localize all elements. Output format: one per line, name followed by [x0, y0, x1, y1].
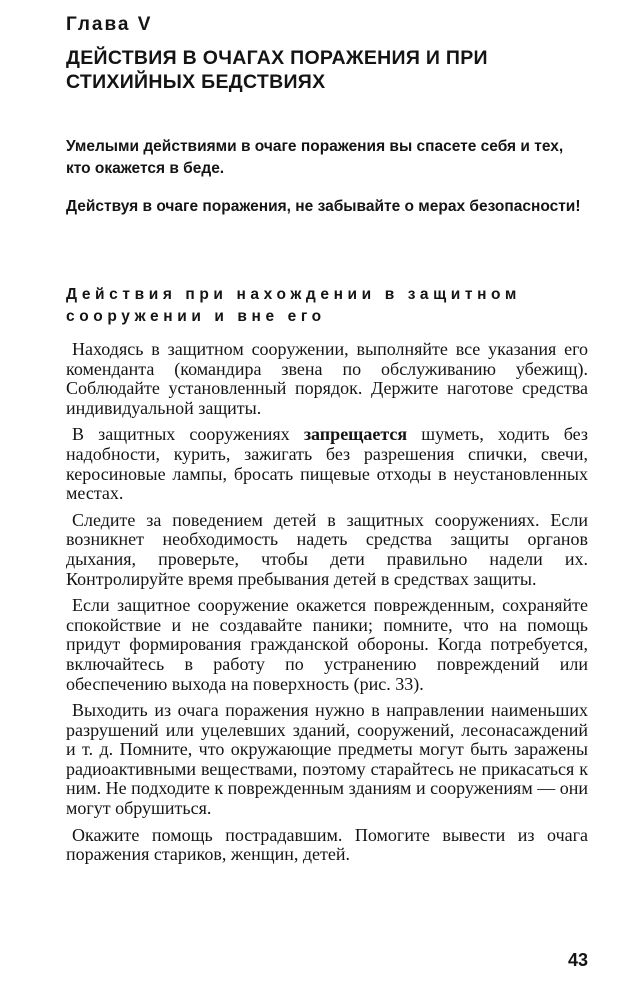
chapter-slogan: Действуя в очаге поражения, не забывайте о мерах безопасности! [66, 198, 581, 215]
emphasized-word: запрещается [303, 424, 408, 445]
chapter-slogan: Умелыми действиями в очаге поражения вы спасете себя и тех, кто окажется в беде. [66, 138, 564, 177]
paragraph: Выходить из очага поражения нужно в направлении наименьших разрушений или уцелевших зданий, сооружений, лесонасаждений и т. д. Помните, что окружающие предметы могут быть заражены радиоактивными веществами, поэтому старайтесь не прикасаться к ним. Не подходите к поврежденным зданиям и сооружениям — они могут обрушиться. [66, 700, 588, 819]
page-number: 43 [567, 950, 588, 970]
paragraph [66, 425, 588, 503]
section-heading: Действия при нахождении в защитном сооружении и вне его [66, 286, 521, 325]
chapter-title: ДЕЙСТВИЯ В ОЧАГАХ ПОРАЖЕНИЯ И ПРИ СТИХИЙНЫХ БЕДСТВИЯХ [66, 47, 488, 93]
book-page [66, 0, 588, 1005]
body-text [66, 340, 588, 872]
paragraph-text: В защитных сооружениях [72, 424, 304, 445]
paragraph: Если защитное сооружение окажется поврежденным, сохраняйте спокойствие и не создавайте паники; помните, что на помощь придут формирования гражданской обороны. Когда потребуется, включайтесь в работу по устранению повреждений или обеспечению выхода на поверхность (рис. 33). [66, 595, 588, 694]
paragraph: Находясь в защитном сооружении, выполняйте все указания его коменданта (командира звена по обслуживанию убежищ). Соблюдайте установленный порядок. Держите наготове средства индивидуальной защиты. [66, 339, 588, 418]
paragraph-text: шуметь, ходить без надобности, курить, зажигать без разрешения спички, свечи, керосиновые лампы, бросать пищевые отходы в неустановленных местах. [66, 424, 588, 504]
paragraph: Следите за поведением детей в защитных сооружениях. Если возникнет необходимость надеть средства защиты органов дыхания, проверьте, чтобы дети правильно надели их. Контролируйте время пребывания детей в средствах защиты. [66, 509, 588, 589]
chapter-label: Глава V [66, 14, 153, 35]
paragraph: Окажите помощь пострадавшим. Помогите вывести из очага поражения стариков, женщин, детей. [66, 824, 588, 865]
